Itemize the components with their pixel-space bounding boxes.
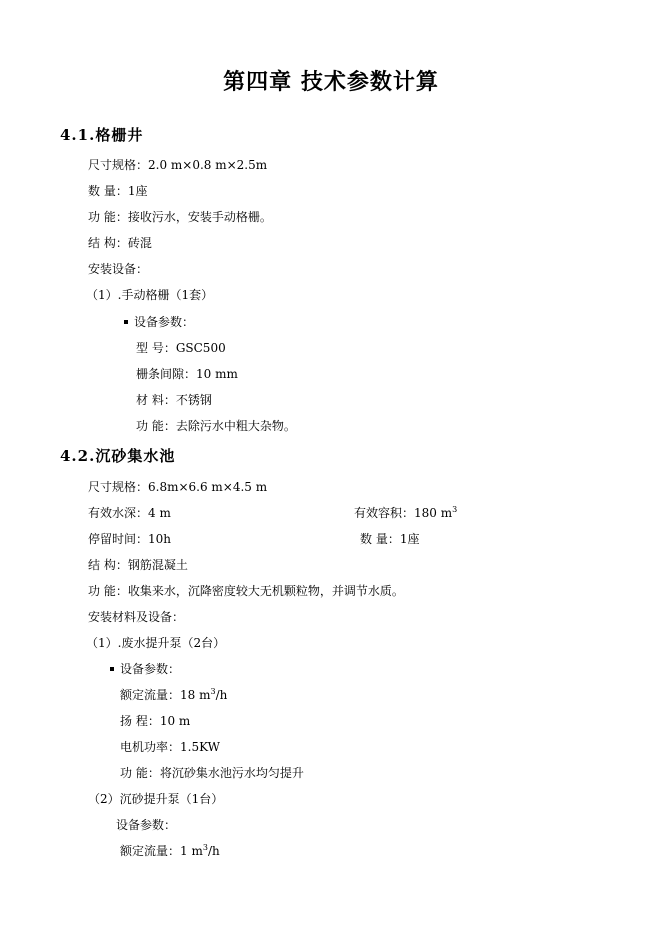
cubic-superscript: 3 — [452, 505, 458, 514]
chapter-title: 第四章 技术参数计算 — [223, 69, 439, 95]
rated-flow-text: 额定流量：18 m — [120, 688, 211, 702]
equipment-item-sand-pump: （2）沉砂提升泵（1台） — [88, 792, 224, 806]
param-function: 功 能：将沉砂集水池污水均匀提升 — [120, 766, 304, 780]
param-motor-power: 电机功率：1.5KW — [120, 740, 220, 754]
cubic-superscript: 3 — [202, 843, 208, 852]
rated-flow-unit-2: /h — [207, 844, 220, 858]
section-heading-4-2: 4.2.沉砂集水池 — [60, 447, 176, 465]
rated-flow-unit: /h — [215, 688, 228, 702]
spec-structure: 结 构：钢筋混凝土 — [88, 558, 188, 572]
bullet-icon — [124, 320, 128, 324]
spec-size: 尺寸规格：6.8m×6.6 m×4.5 m — [88, 480, 268, 494]
equipment-item-wastewater-pump: （1）.废水提升泵（2台） — [86, 636, 226, 650]
effective-volume-text: 有效容积：180 m — [354, 506, 453, 520]
equipment-params-label — [124, 315, 194, 329]
spec-equipment-label: 安装设备： — [88, 262, 149, 276]
section-heading-4-1: 4.1.格栅井 — [60, 126, 144, 144]
spec-equipment-label: 安装材料及设备： — [88, 610, 185, 624]
param-model: 型 号：GSC500 — [136, 341, 226, 355]
spec-function: 功 能：收集来水，沉降密度较大无机颗粒物，并调节水质。 — [88, 584, 404, 598]
equipment-item-manual-screen: （1）.手动格栅（1套） — [86, 288, 214, 302]
spec-function: 功 能：接收污水，安装手动格栅。 — [88, 210, 272, 224]
param-function: 功 能：去除污水中粗大杂物。 — [136, 419, 296, 433]
rated-flow-text-2: 额定流量：1 m — [120, 844, 203, 858]
spec-quantity: 数 量：1座 — [88, 184, 148, 198]
spec-structure: 结 构：砖混 — [88, 236, 152, 250]
equipment-params-label — [110, 662, 180, 676]
params-label-text: 设备参数： — [134, 315, 195, 329]
param-head: 扬 程：10 m — [120, 714, 191, 728]
bullet-icon — [110, 667, 114, 671]
equipment-params-label-2: 设备参数： — [116, 818, 177, 832]
params-label-text: 设备参数： — [120, 662, 181, 676]
spec-quantity: 数 量：1座 — [360, 532, 420, 546]
param-bar-spacing: 栅条间隙：10 mm — [136, 367, 238, 381]
spec-effective-depth: 有效水深：4 m — [88, 506, 171, 520]
param-material: 材 料：不锈钢 — [136, 393, 212, 407]
spec-retention-time: 停留时间：10h — [88, 532, 171, 546]
cubic-superscript: 3 — [210, 687, 216, 696]
param-rated-flow — [120, 688, 227, 702]
param-rated-flow-2 — [120, 844, 220, 858]
spec-effective-volume — [354, 506, 457, 520]
spec-size: 尺寸规格：2.0 m×0.8 m×2.5m — [88, 158, 268, 172]
